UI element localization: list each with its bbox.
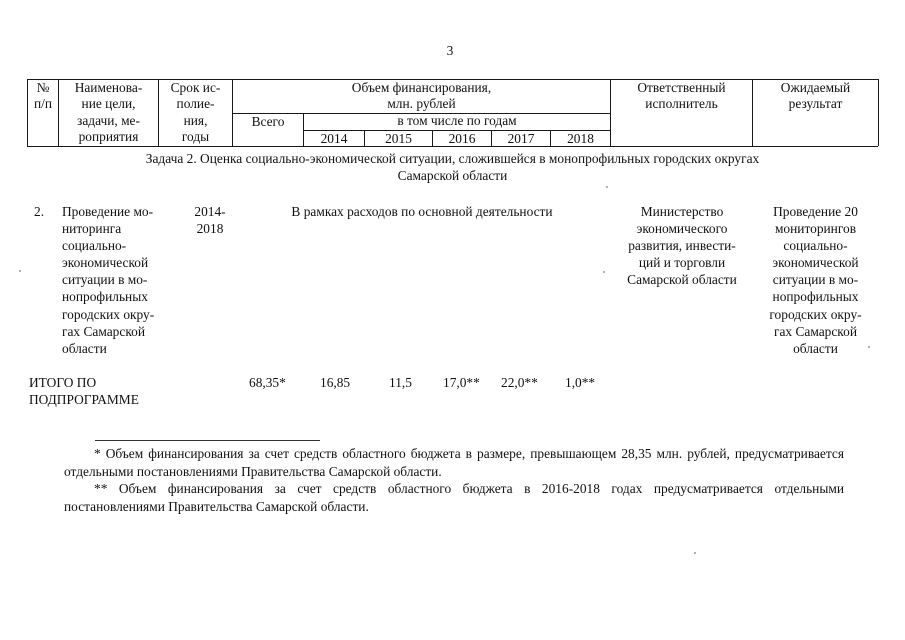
total-value: 68,35* (249, 375, 286, 390)
row-name: Проведение мо- ниторинга социально- экономической ситуации в мо- нопрофильных городских окру- гах Самарской области (62, 204, 155, 356)
header-number: № п/п (33, 80, 53, 111)
header-responsible: Ответственный исполнитель (637, 80, 726, 111)
page-number: 3 (446, 43, 454, 58)
scan-speck (19, 270, 21, 272)
scan-speck (603, 271, 605, 273)
header-total: Всего (251, 114, 285, 129)
header-by-years: в том числе по годам (397, 113, 517, 128)
row-term: 2014- 2018 (194, 204, 226, 237)
row-responsible: Министерство экономического развития, инвести- ций и торговли Самарской области (627, 204, 737, 288)
header-year: 2016 (448, 131, 476, 146)
header-funding: Объем финансирования, млн. рублей (351, 80, 492, 111)
total-year-value: 1,0** (565, 375, 596, 390)
header-term: Срок ис- полие- ния, годы (170, 80, 221, 144)
total-year-value: 17,0** (443, 375, 480, 390)
scan-speck (606, 186, 608, 188)
header-year: 2017 (507, 131, 535, 146)
row-result: Проведение 20 мониторингов социально- экономической ситуации в мо- нопрофильных городских окру- гах Самарской области (769, 204, 862, 356)
header-year: 2015 (385, 131, 412, 146)
row-funding-note: В рамках расходов по основной деятельности (291, 204, 553, 219)
footnote-separator (95, 440, 320, 441)
header-year: 2014 (320, 131, 348, 146)
task-title: Задача 2. Оценка социально-экономической ситуации, сложившейся в монопрофильных городских округах Самарской области (145, 151, 760, 183)
footnote: * Объем финансирования за счет средств областного бюджета в размере, превышающем 28,35 млн. рублей, предусматривается отдельными постановлениями Правительства Самарской области. (64, 446, 844, 479)
scan-speck (868, 346, 870, 348)
header-year: 2018 (567, 131, 594, 146)
total-year-value: 11,5 (389, 375, 412, 390)
table-right-border (878, 79, 879, 146)
row-number: 2. (34, 204, 45, 219)
table-bottom-border (27, 146, 878, 147)
scan-speck (694, 552, 696, 554)
total-year-value: 16,85 (320, 375, 351, 390)
header-result: Ожидаемый результат (780, 80, 851, 111)
total-label: ИТОГО ПО ПОДПРОГРАММЕ (29, 375, 139, 407)
header-name: Наименова- ние цели, задачи, ме- роприятия (74, 80, 143, 144)
footnote: ** Объем финансирования за счет средств областного бюджета в 2016-2018 годах предусматривается отдельными постановлениями Правительства Самарской области. (64, 481, 844, 514)
total-year-value: 22,0** (501, 375, 538, 390)
